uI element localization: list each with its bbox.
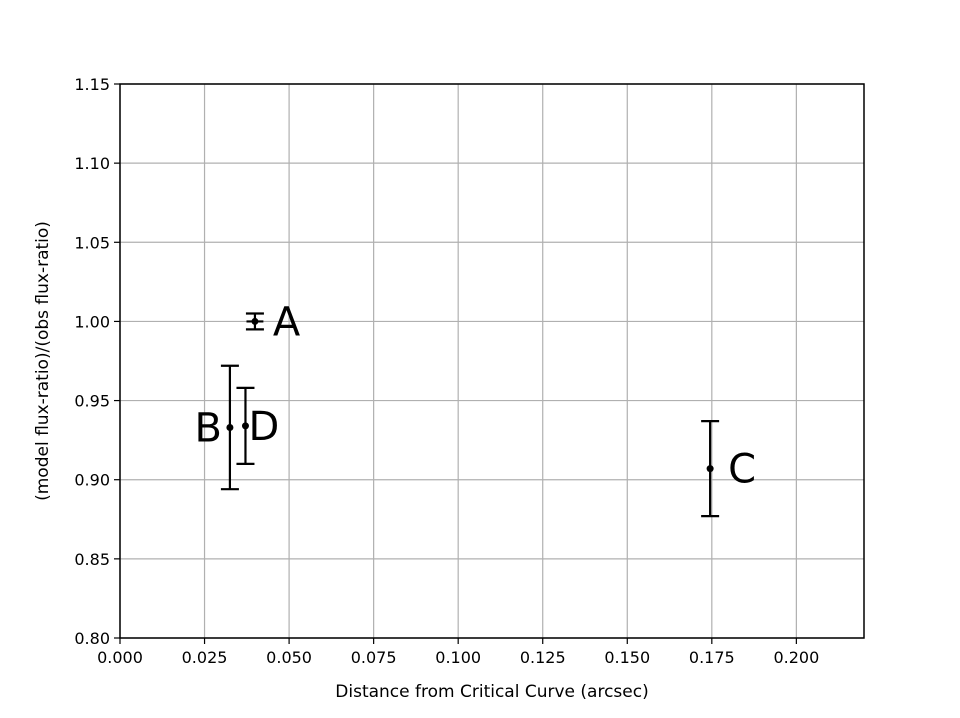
point-label: A [272, 299, 301, 346]
data-point-d [236, 388, 279, 464]
y-tick-label: 0.80 [74, 629, 110, 648]
x-tick-label: 0.000 [97, 648, 143, 667]
y-tick-label: 0.95 [74, 391, 110, 411]
data-points [194, 299, 756, 516]
y-axis-label: (model flux-ratio)/(obs flux-ratio) [33, 221, 53, 501]
x-axis-label: Distance from Critical Curve (arcsec) [335, 682, 649, 702]
point-marker [707, 465, 714, 472]
data-point-a [246, 299, 301, 345]
y-tick-label: 1.15 [74, 75, 110, 94]
axis-ticks [74, 75, 819, 667]
x-tick-label: 0.175 [688, 648, 735, 667]
point-label: D [248, 403, 280, 450]
data-point-c [701, 421, 756, 516]
x-tick-label: 0.200 [773, 648, 820, 667]
y-tick-label: 0.85 [74, 549, 110, 569]
point-label: B [194, 405, 222, 452]
x-tick-label: 0.125 [519, 648, 566, 667]
point-label: C [728, 446, 757, 493]
y-tick-label: 1.05 [74, 233, 110, 253]
x-tick-label: 0.150 [604, 648, 651, 667]
x-tick-label: 0.050 [266, 648, 312, 667]
y-tick-label: 0.90 [74, 470, 110, 490]
x-tick-label: 0.100 [435, 648, 482, 667]
point-marker [226, 424, 233, 431]
y-tick-label: 1.00 [74, 312, 110, 332]
grid-lines [120, 84, 864, 638]
x-tick-label: 0.025 [181, 648, 228, 667]
data-point-b [194, 366, 238, 489]
plot-frame [120, 84, 864, 638]
point-marker [251, 318, 258, 325]
x-tick-label: 0.075 [350, 648, 397, 667]
y-tick-label: 1.10 [74, 154, 110, 174]
